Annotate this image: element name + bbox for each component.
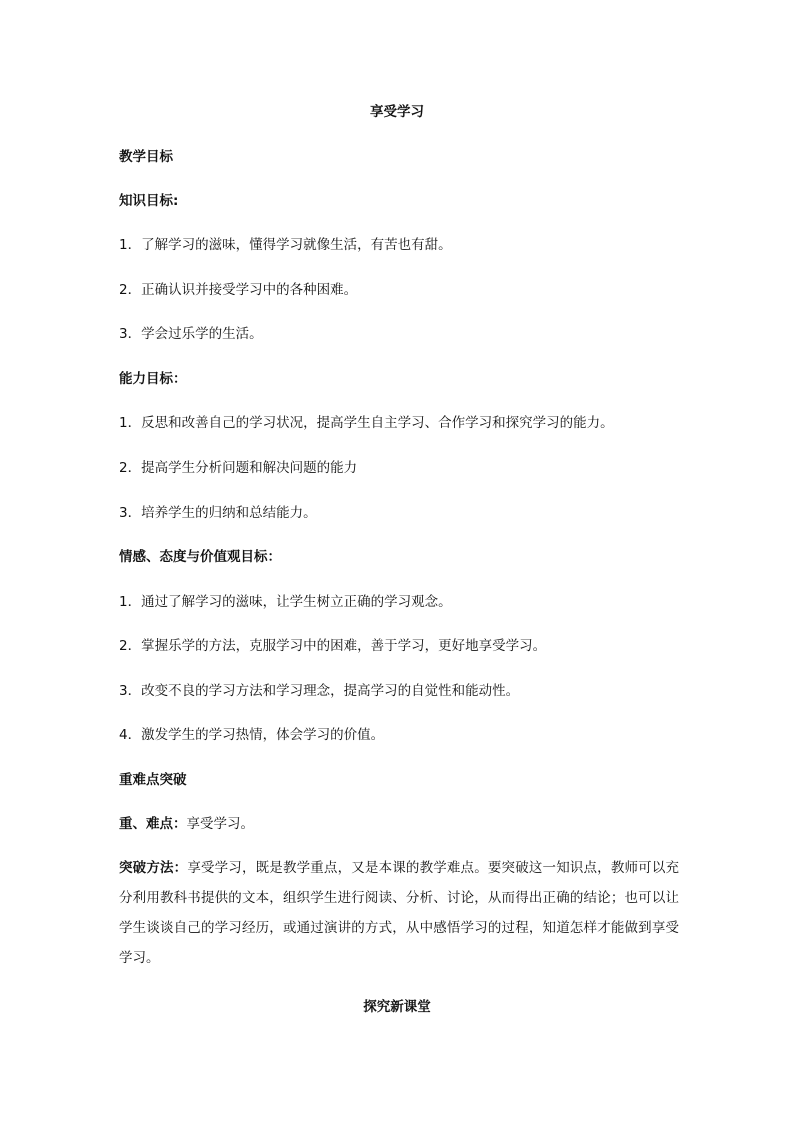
knowledge-goal-item: 3．学会过乐学的生活。 xyxy=(119,326,263,342)
emotion-goal-item: 1．通过了解学习的滋味，让学生树立正确的学习观念。 xyxy=(119,594,452,610)
ability-goal-item: 3．培养学生的归纳和总结能力。 xyxy=(119,505,317,521)
document-title: 享受学习 xyxy=(370,104,424,120)
knowledge-goal-item: 2．正确认识并接受学习中的各种困难。 xyxy=(119,282,358,298)
emotion-goals-heading: 情感、态度与价值观目标： xyxy=(119,549,281,565)
breakthrough-paragraph xyxy=(119,853,679,973)
ability-goal-item: 2．提高学生分析问题和解决问题的能力 xyxy=(119,460,358,476)
breakthrough-label: 突破方法： xyxy=(119,860,188,876)
breakthrough-text: 享受学习，既是教学重点，又是本课的教学难点。要突破这一知识点，教师可以充分利用教科书提供的文本，组织学生进行阅读、分析、讨论，从而得出正确的结论；也可以让学生谈谈自己的学习经历，或通过演讲的方式，从中感悟学习的过程，知道怎样才能做到享受学习。 xyxy=(119,860,679,966)
key-point-label: 重、难点： xyxy=(119,816,187,832)
ability-goals-heading: 能力目标： xyxy=(119,371,187,387)
knowledge-goals-heading: 知识目标: xyxy=(119,193,179,209)
section-heading-key-points: 重难点突破 xyxy=(119,772,187,788)
emotion-goal-item: 3．改变不良的学习方法和学习理念，提高学习的自觉性和能动性。 xyxy=(119,683,520,699)
key-point-line xyxy=(119,814,254,834)
emotion-goal-item: 4．激发学生的学习热情，体会学习的价值。 xyxy=(119,727,385,743)
section-heading-goals: 教学目标 xyxy=(119,149,173,165)
knowledge-goal-item: 1．了解学习的滋味，懂得学习就像生活，有苦也有甜。 xyxy=(119,237,452,253)
key-point-text: 享受学习。 xyxy=(186,816,254,832)
section-heading-new-class: 探究新课堂 xyxy=(363,999,431,1015)
ability-goal-item: 1．反思和改善自己的学习状况，提高学生自主学习、合作学习和探究学习的能力。 xyxy=(119,415,614,431)
emotion-goal-item: 2．掌握乐学的方法，克服学习中的困难，善于学习，更好地享受学习。 xyxy=(119,638,547,654)
